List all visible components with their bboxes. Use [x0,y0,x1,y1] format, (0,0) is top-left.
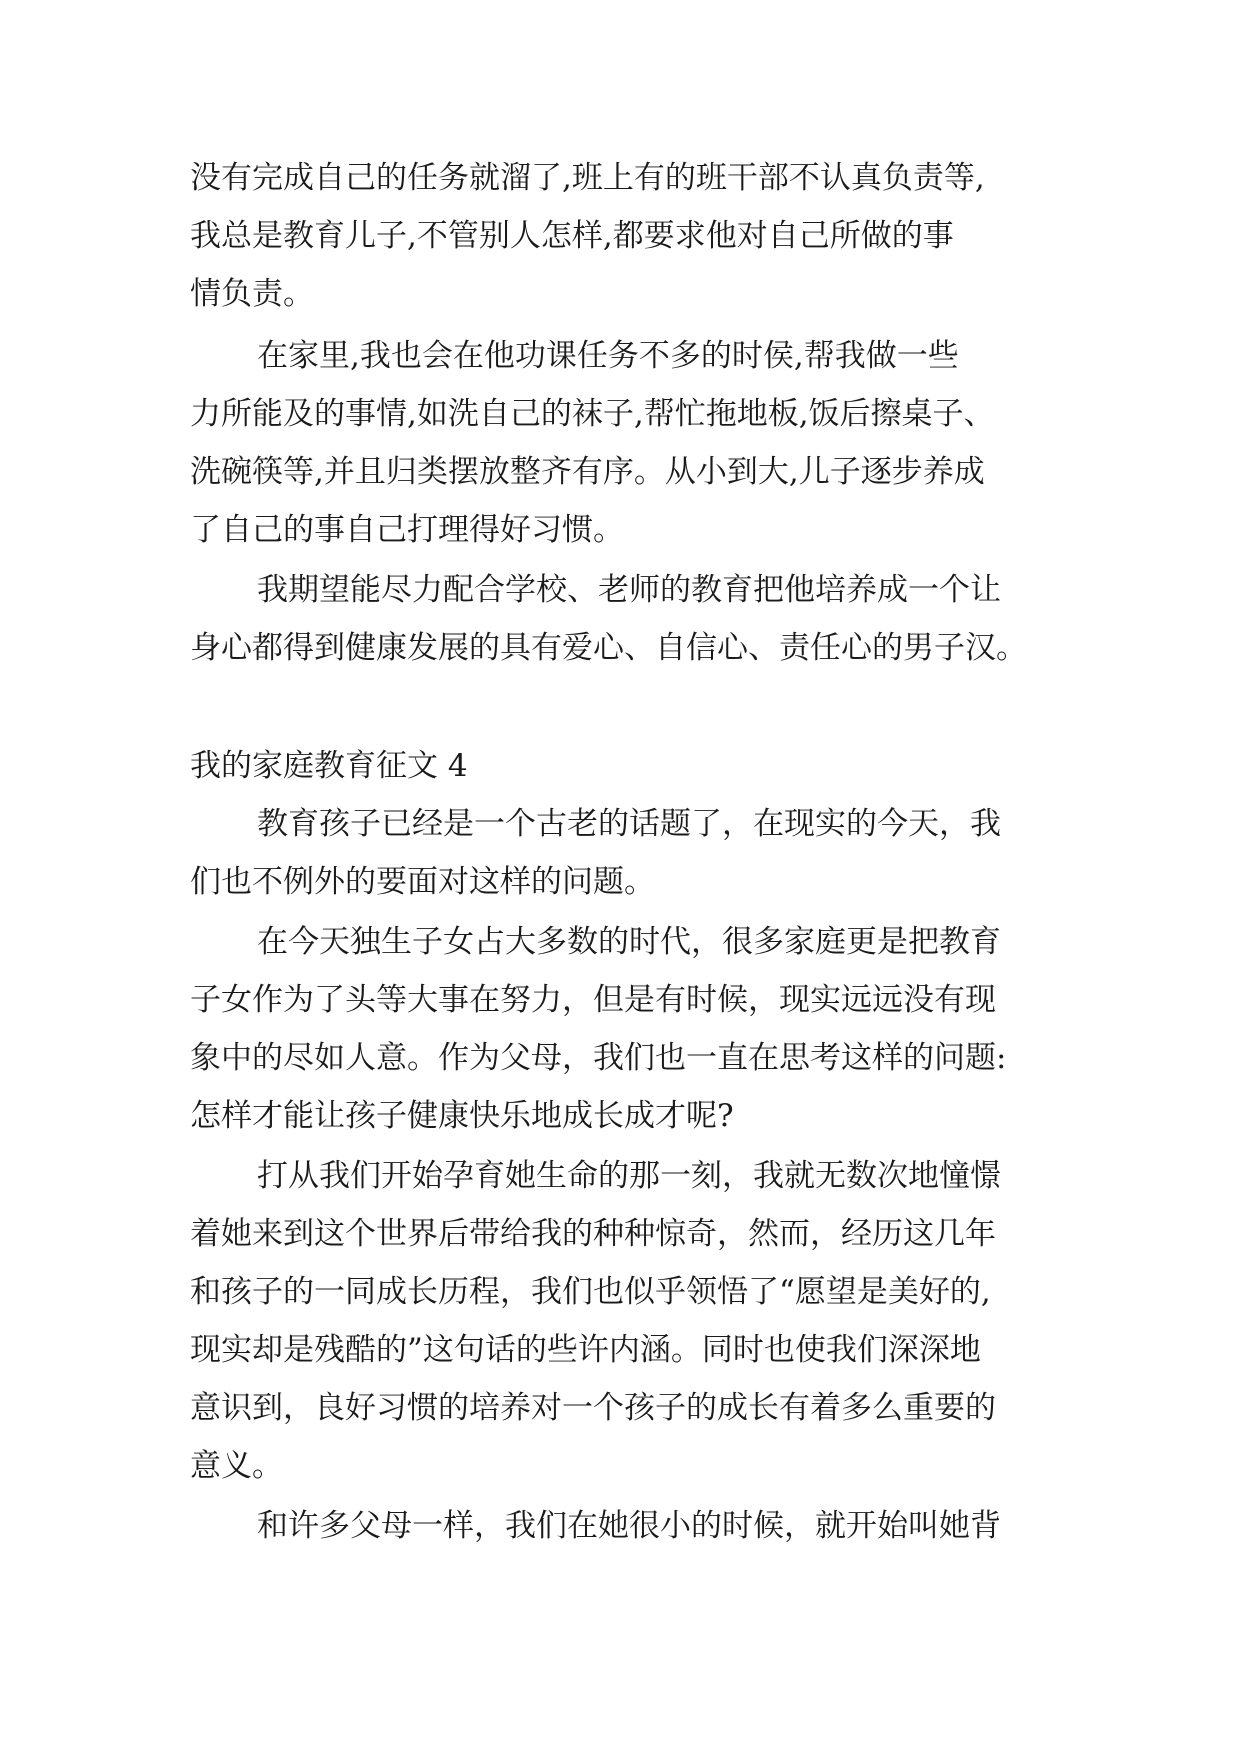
paragraph-line: 象中的尽如人意。作为父母，我们也一直在思考这样的问题: [190,1040,1007,1076]
paragraph-line: 没有完成自己的任务就溜了,班上有的班干部不认真负责等, [190,160,985,196]
paragraph-line: 现实却是残酷的”这句话的些许内涵。同时也使我们深深地 [190,1332,981,1368]
paragraph-line: 教育孩子已经是一个古老的话题了，在现实的今天，我 [257,806,1001,842]
paragraph-line: 在今天独生子女占大多数的时代，很多家庭更是把教育 [257,924,1001,960]
paragraph-line: 在家里,我也会在他功课任务不多的时侯,帮我做一些 [257,338,959,374]
paragraph-line: 子女作为了头等大事在努力，但是有时候，现实远远没有现 [190,982,996,1018]
paragraph-line: 意识到，良好习惯的培养对一个孩子的成长有着多么重要的 [190,1390,996,1426]
paragraph-line: 怎样才能让孩子健康快乐地成长成才呢? [190,1098,734,1134]
paragraph-line: 意义。 [190,1448,283,1484]
paragraph-line: 和许多父母一样，我们在她很小的时候，就开始叫她背 [257,1508,1001,1544]
paragraph-line: 洗碗筷等,并且归类摆放整齐有序。从小到大,儿子逐步养成 [190,454,985,490]
paragraph-line: 身心都得到健康发展的具有爱心、自信心、责任心的男子汉。 [190,630,1027,666]
paragraph-line: 了自己的事自己打理得好习惯。 [190,512,624,548]
paragraph-line: 我期望能尽力配合学校、老师的教育把他培养成一个让 [257,572,1001,608]
paragraph-line: 我总是教育儿子,不管别人怎样,都要求他对自己所做的事 [190,218,954,254]
paragraph-line: 和孩子的一同成长历程，我们也似乎领悟了“愿望是美好的, [190,1274,991,1310]
section-heading: 我的家庭教育征文 4 [190,748,468,784]
paragraph-line: 情负责。 [190,276,314,312]
paragraph-line: 们也不例外的要面对这样的问题。 [190,864,655,900]
paragraph-line: 力所能及的事情,如洗自己的袜子,帮忙拖地板,饭后擦桌子、 [190,396,995,432]
paragraph-line: 打从我们开始孕育她生命的那一刻，我就无数次地憧憬 [257,1158,1001,1194]
paragraph-line: 着她来到这个世界后带给我的种种惊奇，然而，经历这几年 [190,1216,996,1252]
